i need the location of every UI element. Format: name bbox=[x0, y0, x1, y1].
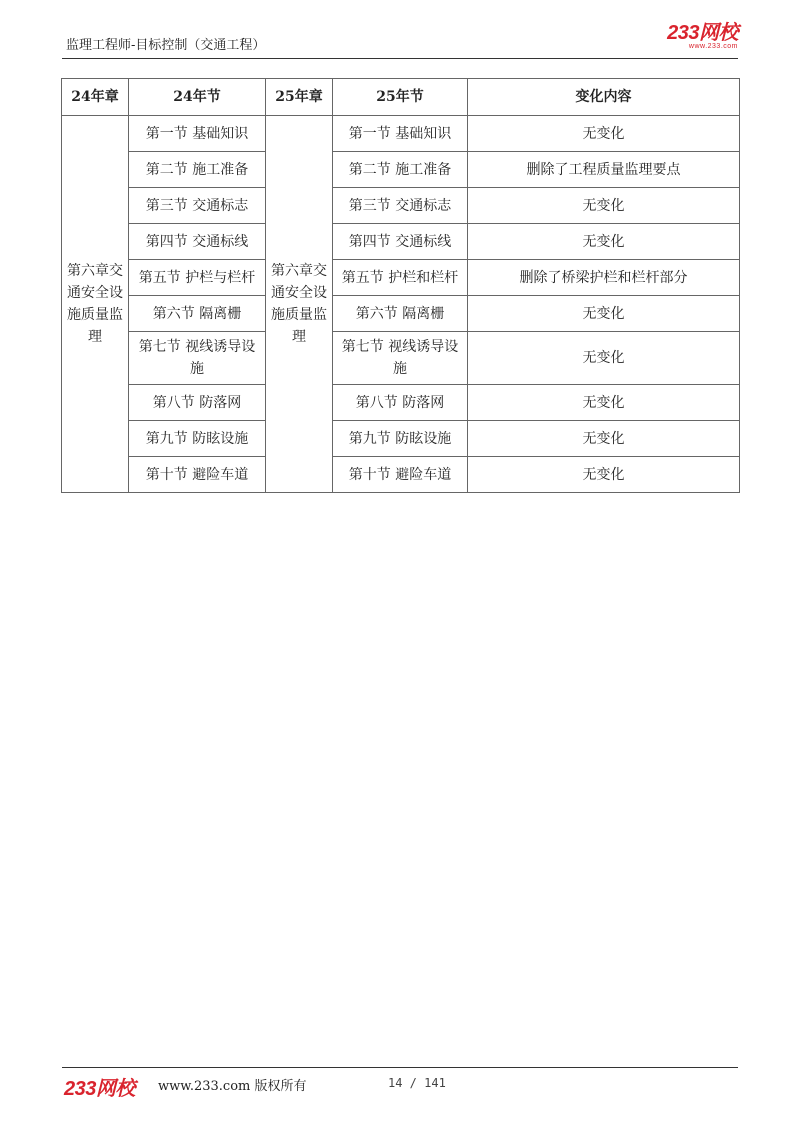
document-title: 监理工程师-目标控制（交通工程） bbox=[66, 38, 266, 53]
header-section-24: 24年节 bbox=[129, 79, 266, 116]
brand-logo-url: www.233.com bbox=[688, 43, 738, 50]
change-cell: 无变化 bbox=[468, 421, 740, 457]
section-24-cell: 第六节 隔离栅 bbox=[129, 296, 266, 332]
section-25-cell: 第一节 基础知识 bbox=[333, 116, 468, 152]
brand-logo bbox=[667, 22, 738, 51]
table-row bbox=[62, 332, 740, 385]
header-section-25: 25年节 bbox=[333, 79, 468, 116]
section-24-cell: 第七节 视线诱导设施 bbox=[129, 332, 266, 385]
change-cell: 无变化 bbox=[468, 116, 740, 152]
brand-logo-text: 233网校 bbox=[667, 22, 738, 44]
table-row bbox=[62, 188, 740, 224]
change-cell: 删除了桥梁护栏和栏杆部分 bbox=[468, 260, 740, 296]
change-cell: 无变化 bbox=[468, 188, 740, 224]
table-header-row bbox=[62, 79, 740, 116]
section-24-cell: 第二节 施工准备 bbox=[129, 152, 266, 188]
change-cell: 无变化 bbox=[468, 385, 740, 421]
section-24-cell: 第十节 避险车道 bbox=[129, 457, 266, 493]
table-row bbox=[62, 260, 740, 296]
section-25-cell: 第七节 视线诱导设施 bbox=[333, 332, 468, 385]
section-25-cell: 第六节 隔离栅 bbox=[333, 296, 468, 332]
chapter-24-cell: 第六章交通安全设施质量监理 bbox=[62, 116, 129, 493]
table-row bbox=[62, 224, 740, 260]
section-25-cell: 第五节 护栏和栏杆 bbox=[333, 260, 468, 296]
section-24-cell: 第一节 基础知识 bbox=[129, 116, 266, 152]
table-row bbox=[62, 457, 740, 493]
table-row bbox=[62, 385, 740, 421]
change-cell: 无变化 bbox=[468, 457, 740, 493]
section-25-cell: 第四节 交通标线 bbox=[333, 224, 468, 260]
section-25-cell: 第十节 避险车道 bbox=[333, 457, 468, 493]
page-number: 14 / 141 bbox=[388, 1076, 446, 1090]
table-row bbox=[62, 296, 740, 332]
table-row bbox=[62, 116, 740, 152]
change-cell: 无变化 bbox=[468, 224, 740, 260]
page-footer bbox=[62, 1067, 738, 1100]
section-25-cell: 第三节 交通标志 bbox=[333, 188, 468, 224]
table-row bbox=[62, 421, 740, 457]
footer-copyright: www.233.com 版权所有 bbox=[158, 1079, 307, 1094]
section-24-cell: 第五节 护栏与栏杆 bbox=[129, 260, 266, 296]
page-header bbox=[62, 22, 738, 59]
section-25-cell: 第二节 施工准备 bbox=[333, 152, 468, 188]
section-24-cell: 第九节 防眩设施 bbox=[129, 421, 266, 457]
section-25-cell: 第八节 防落网 bbox=[333, 385, 468, 421]
header-chapter-24: 24年章 bbox=[62, 79, 129, 116]
header-chapter-25: 25年章 bbox=[266, 79, 333, 116]
change-cell: 删除了工程质量监理要点 bbox=[468, 152, 740, 188]
section-24-cell: 第三节 交通标志 bbox=[129, 188, 266, 224]
change-cell: 无变化 bbox=[468, 332, 740, 385]
footer-logo: 233网校 bbox=[64, 1078, 135, 1100]
chapter-25-cell: 第六章交通安全设施质量监理 bbox=[266, 116, 333, 493]
change-cell: 无变化 bbox=[468, 296, 740, 332]
table-row bbox=[62, 152, 740, 188]
chapter-comparison-table bbox=[61, 78, 740, 493]
section-24-cell: 第八节 防落网 bbox=[129, 385, 266, 421]
section-25-cell: 第九节 防眩设施 bbox=[333, 421, 468, 457]
section-24-cell: 第四节 交通标线 bbox=[129, 224, 266, 260]
header-change: 变化内容 bbox=[468, 79, 740, 116]
